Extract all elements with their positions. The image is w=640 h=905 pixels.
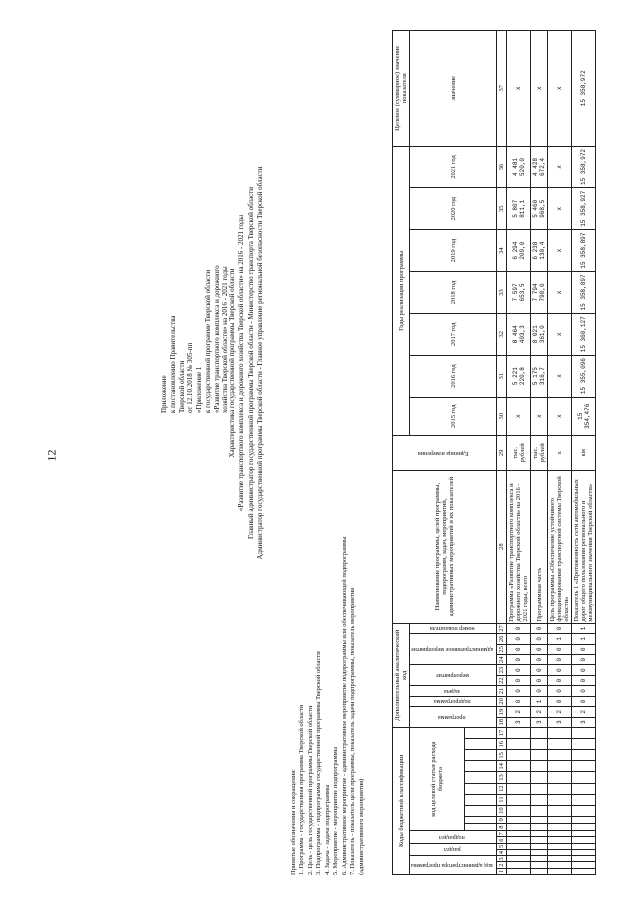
year-2020-header: 2020 год [410, 188, 497, 230]
table-row [572, 31, 596, 875]
budget-code-cell [507, 856, 531, 862]
budget-code-cell [548, 862, 572, 868]
budget-code-cell [531, 823, 548, 830]
budget-code-cell [507, 794, 531, 805]
year-2016-header: 2016 год [410, 355, 497, 397]
budget-code-cell [548, 750, 572, 761]
year-value: х [548, 355, 572, 397]
budget-code-cell [507, 862, 531, 868]
program-code-cell: 0 [572, 675, 596, 685]
table-row [531, 31, 548, 875]
program-code-cell: 0 [507, 634, 531, 644]
year-2017-header: 2017 год [410, 313, 497, 355]
budget-code-cell [531, 843, 548, 849]
row-name: Программа «Развитие транспортного комплекса и дорожного хозяйства Тверской области» на 2016 - 2021 годы, всего [507, 470, 531, 623]
section-header: раздел [410, 843, 497, 856]
program-table [392, 30, 596, 875]
column-number: 37 [497, 31, 507, 147]
header-line: от 12.10.2018 № 305-пп [186, 342, 195, 413]
classification-header: код целевой статьи расхода бюджета [410, 727, 465, 830]
budget-code-cell [507, 850, 531, 856]
page-number: 12 [44, 449, 59, 462]
budget-code-cell [548, 805, 572, 816]
column-number: 12 [497, 783, 507, 794]
budget-code-cell [507, 772, 531, 783]
target-value: х [531, 31, 548, 147]
budget-code-cell [548, 850, 572, 856]
column-number: 34 [497, 230, 507, 272]
column-number: 23 [498, 666, 506, 674]
code-indicator-header: номер показателя [410, 623, 497, 633]
admin-code-header: код администратора программы [410, 856, 497, 875]
note-line: Принятые обозначения и сокращения: [290, 769, 297, 875]
program-code-cell: 0 [548, 655, 572, 665]
column-number: 8 [497, 823, 507, 830]
code-subprogram-header: подпрограмма [410, 696, 497, 706]
budget-code-cell [507, 831, 531, 837]
note-line: 6. Административное мероприятие - административное мероприятие подпрограммы или обеспечивающей подпрограммы [340, 536, 348, 875]
budget-code-cell [572, 739, 596, 750]
note-line: 7. Показатель - показатель цели программы, показатель задачи подпрограммы, показатель мероприятия (административного мероприятия) [349, 587, 365, 875]
row-name: Показатель 1 «Протяженность сети автомобильных дорог общего пользования регионального и межмуниципального значения Тверской области» [572, 470, 596, 623]
program-code-cell: 0 [548, 675, 572, 685]
program-code-cell: 0 [531, 686, 548, 696]
row-name: Программная часть [531, 470, 548, 623]
column-number: 19 [498, 708, 506, 716]
table-row [507, 31, 531, 875]
column-number: 31 [497, 355, 507, 397]
value-2015: х [531, 397, 548, 435]
budget-code-cell [531, 772, 548, 783]
title-line: Главный администратор государственной программы Тверской области - Министерство транспорта Тверской области [246, 187, 255, 539]
program-code-cell: 1 [572, 634, 596, 644]
column-number: 27 [498, 625, 506, 632]
cls-cell [464, 761, 496, 772]
column-number: 18 [498, 719, 506, 726]
year-value: 6 294 209,0 [507, 230, 531, 272]
row-unit: тыс. рублей [531, 435, 548, 470]
budget-code-cell [531, 850, 548, 856]
column-number: 1 [498, 869, 506, 873]
budget-code-cell [548, 868, 572, 874]
note-line: 2. Цель - цель государственной программы Тверской области [306, 705, 314, 875]
program-code-cell: 0 [548, 686, 572, 696]
subsection-header: подраздел [410, 831, 497, 844]
program-code-cell: 0 [507, 665, 531, 675]
program-code-cell: 2 [507, 707, 531, 717]
cls-cell [464, 772, 496, 783]
program-code-cell: 0 [572, 686, 596, 696]
budget-code-cell [507, 816, 531, 823]
budget-code-cell [531, 837, 548, 843]
row-unit: км [572, 435, 596, 470]
program-code-cell: 1 [548, 634, 572, 644]
program-code-cell: 0 [507, 696, 531, 706]
code-program-header: программа [410, 707, 497, 728]
target-value: х [548, 31, 572, 147]
column-number: 25 [498, 646, 506, 653]
budget-code-cell [507, 783, 531, 794]
budget-code-cell [531, 805, 548, 816]
target-value: х [507, 31, 531, 147]
title-line: Администратор государственной программы Тверской области - Главное управление региональной безопасности Тверской области [256, 166, 265, 560]
program-code-cell: 0 [572, 665, 596, 675]
column-number: 24 [498, 656, 506, 663]
budget-code-cell [572, 805, 596, 816]
note-line: 4. Задача - задача подпрограммы [323, 784, 331, 875]
header-line: «Приложение 1 [195, 366, 203, 413]
year-value: х [548, 313, 572, 355]
year-value: 7 597 653,5 [507, 272, 531, 314]
column-number: 28 [497, 470, 507, 623]
column-number: 4 [498, 851, 506, 855]
budget-code-cell [548, 739, 572, 750]
column-number: 15 [497, 750, 507, 761]
row-unit: х [548, 435, 572, 470]
program-code-cell: 0 [507, 655, 531, 665]
program-code-cell: 0 [531, 665, 548, 675]
column-number: 9 [497, 816, 507, 823]
unit-header: Единица измерения [393, 435, 497, 470]
budget-code-cell [507, 843, 531, 849]
value-2015: х [548, 397, 572, 435]
budget-code-cell [548, 831, 572, 837]
budget-code-cell [572, 856, 596, 862]
budget-code-cell [531, 783, 548, 794]
program-code-cell: 0 [531, 655, 548, 665]
program-code-cell: 0 [572, 696, 596, 706]
column-number: 30 [497, 397, 507, 435]
years-header: Годы реализации программы [393, 146, 410, 435]
target-value: 15 358,972 [572, 31, 596, 147]
value-2015: 15 354,476 [572, 397, 596, 435]
column-number: 17 [497, 727, 507, 738]
year-value: 15 358,972 [572, 146, 596, 188]
budget-code-cell [572, 761, 596, 772]
budget-code-cell [531, 794, 548, 805]
program-code-cell: 0 [548, 665, 572, 675]
budget-code-cell [548, 837, 572, 843]
budget-codes-header: Коды бюджетной классификации [393, 727, 410, 874]
budget-code-cell [531, 750, 548, 761]
budget-code-cell [531, 761, 548, 772]
row-name: Цель программы «Обеспечение устойчивого функционирования транспортной системы Тверской области» [548, 470, 572, 623]
table-row [548, 31, 572, 875]
budget-code-cell [572, 862, 596, 868]
budget-code-cell [548, 794, 572, 805]
column-number: 5 [498, 844, 506, 848]
budget-code-cell [531, 816, 548, 823]
budget-code-cell [548, 823, 572, 830]
budget-code-cell [548, 761, 572, 772]
budget-code-cell [572, 843, 596, 849]
budget-code-cell [531, 831, 548, 837]
column-number: 13 [497, 772, 507, 783]
program-code-cell: 3 [572, 717, 596, 727]
program-code-cell: 0 [531, 634, 548, 644]
year-value: 6 238 130,4 [531, 230, 548, 272]
cls-cell [464, 739, 496, 750]
year-2019-header: 2019 год [410, 230, 497, 272]
target-header: Целевое (суммарное) значение показателя [393, 31, 410, 147]
budget-code-cell [507, 805, 531, 816]
budget-code-cell [531, 868, 548, 874]
row-unit: тыс. рублей [507, 435, 531, 470]
budget-code-cell [507, 727, 531, 738]
program-code-cell: 2 [531, 707, 548, 717]
note-line: 5. Мероприятие - мероприятие подпрограммы [332, 746, 340, 875]
column-number: 22 [498, 677, 506, 684]
year-value: 8 464 403,3 [507, 313, 531, 355]
year-value: х [548, 146, 572, 188]
program-code-cell: 3 [507, 717, 531, 727]
landscape-content [160, 23, 640, 883]
year-value: 5 221 220,8 [507, 355, 531, 397]
header-line: «Развитие транспортного комплекса и дорожного [212, 265, 221, 413]
budget-code-cell [548, 772, 572, 783]
budget-code-cell [572, 727, 596, 738]
document-titles [228, 63, 266, 663]
program-code-cell: 0 [548, 644, 572, 654]
year-value: 5 460 968,5 [531, 188, 548, 230]
budget-code-cell [572, 831, 596, 837]
program-code-cell: 0 [531, 675, 548, 685]
program-code-cell: 0 [572, 644, 596, 654]
column-number: 33 [497, 272, 507, 314]
title-line: Характеристика государственной программы Тверской области [228, 268, 236, 458]
year-value: 5 807 811,1 [507, 188, 531, 230]
note-line: 3. Подпрограмма - подпрограмма государственной программы Тверской области [315, 651, 323, 875]
year-value: 4 428 672,4 [531, 146, 548, 188]
header-line: Тверской области [177, 360, 186, 413]
year-value: 15 358,897 [572, 272, 596, 314]
program-code-cell: 0 [531, 644, 548, 654]
appendix-header [160, 33, 230, 413]
year-2015-header: 2015 год [410, 397, 497, 435]
budget-code-cell [572, 783, 596, 794]
column-number: 36 [497, 146, 507, 188]
year-2021-header: 2021 год [410, 146, 497, 188]
program-code-cell: 0 [507, 686, 531, 696]
budget-code-cell [507, 761, 531, 772]
value-2015: х [507, 397, 531, 435]
cls-cell [464, 727, 496, 738]
program-code-cell: 0 [507, 644, 531, 654]
note-line: 1. Программа - государственная программа Тверской области [298, 704, 306, 875]
year-value: 8 021 361,0 [531, 313, 548, 355]
column-number: 11 [497, 794, 507, 805]
year-value: х [548, 230, 572, 272]
program-code-cell: 0 [548, 696, 572, 706]
budget-code-cell [572, 868, 596, 874]
column-number: 3 [498, 857, 506, 861]
column-number: 35 [497, 188, 507, 230]
program-code-cell: 0 [572, 655, 596, 665]
title-line: «Развитие транспортного комплекса и дорожного хозяйства Тверской области» на 2016 - 2021 годы [237, 214, 246, 512]
year-value: 4 481 520,0 [507, 146, 531, 188]
year-value: 15 358,927 [572, 188, 596, 230]
name-header: Наименование программы, целей программы, подпрограмм, задач, мероприятий, административных мероприятий и их показателей [393, 470, 497, 623]
budget-code-cell [548, 783, 572, 794]
budget-code-cell [531, 862, 548, 868]
cls-cell [464, 816, 496, 823]
budget-code-cell [548, 727, 572, 738]
target-value-header: значение [410, 31, 497, 147]
column-number: 26 [498, 635, 506, 643]
cls-cell [464, 750, 496, 761]
cls-cell [464, 805, 496, 816]
column-number: 14 [497, 761, 507, 772]
code-task-header: задача [410, 686, 497, 696]
budget-code-cell [572, 816, 596, 823]
year-value: х [548, 188, 572, 230]
year-value: 15 355,096 [572, 355, 596, 397]
program-code-cell: 0 [531, 623, 548, 633]
year-value: 15 360,127 [572, 313, 596, 355]
header-line: Приложение [160, 375, 168, 413]
year-value: х [548, 272, 572, 314]
budget-code-cell [531, 727, 548, 738]
year-value: 15 358,897 [572, 230, 596, 272]
table-body [507, 31, 596, 875]
budget-code-cell [531, 739, 548, 750]
cls-cell [464, 783, 496, 794]
column-number: 29 [497, 435, 507, 470]
column-number: 2 [498, 863, 506, 867]
budget-code-cell [548, 856, 572, 862]
budget-code-cell [507, 823, 531, 830]
budget-code-cell [507, 750, 531, 761]
budget-code-cell [507, 837, 531, 843]
program-code-cell: 0 [548, 623, 572, 633]
program-code-cell: 3 [548, 717, 572, 727]
column-number: 7 [498, 832, 506, 836]
program-code-cell: 1 [531, 696, 548, 706]
year-value: 5 175 316,7 [531, 355, 548, 397]
program-code-cell: 0 [507, 675, 531, 685]
year-value: 7 794 790,0 [531, 272, 548, 314]
budget-code-cell [548, 816, 572, 823]
column-number: 20 [498, 698, 506, 705]
program-code-cell: 1 [572, 623, 596, 633]
program-code-cell: 2 [548, 707, 572, 717]
column-number: 10 [497, 805, 507, 816]
program-code-cell: 0 [507, 623, 531, 633]
table-header-row [393, 31, 410, 875]
budget-code-cell [507, 739, 531, 750]
program-code-header: Дополнительный аналитический код [393, 623, 410, 727]
code-admin-measure-header: административное мероприятие [410, 634, 497, 665]
code-measure-header: мероприятие [410, 665, 497, 686]
budget-code-cell [572, 823, 596, 830]
header-line: к постановлению Правительства [168, 315, 177, 413]
budget-code-cell [572, 794, 596, 805]
column-number: 16 [497, 739, 507, 750]
column-number: 6 [498, 838, 506, 842]
column-number: 32 [497, 313, 507, 355]
header-line: хозяйства Тверской области» на 2016 - 2021 годы [221, 266, 230, 413]
cls-cell [464, 823, 496, 830]
column-number-row [497, 31, 507, 875]
header-line: к государственной программе Тверской области [203, 269, 212, 413]
column-number: 21 [498, 687, 506, 695]
program-code-cell: 3 [531, 717, 548, 727]
abbreviation-notes [290, 535, 366, 875]
program-code-cell: 2 [572, 707, 596, 717]
cls-cell [464, 794, 496, 805]
budget-code-cell [548, 843, 572, 849]
budget-code-cell [531, 856, 548, 862]
budget-code-cell [572, 850, 596, 856]
budget-code-cell [572, 837, 596, 843]
year-2018-header: 2018 год [410, 272, 497, 314]
budget-code-cell [572, 750, 596, 761]
budget-code-cell [572, 772, 596, 783]
rotated-sheet [20, 20, 620, 885]
budget-code-cell [507, 868, 531, 874]
